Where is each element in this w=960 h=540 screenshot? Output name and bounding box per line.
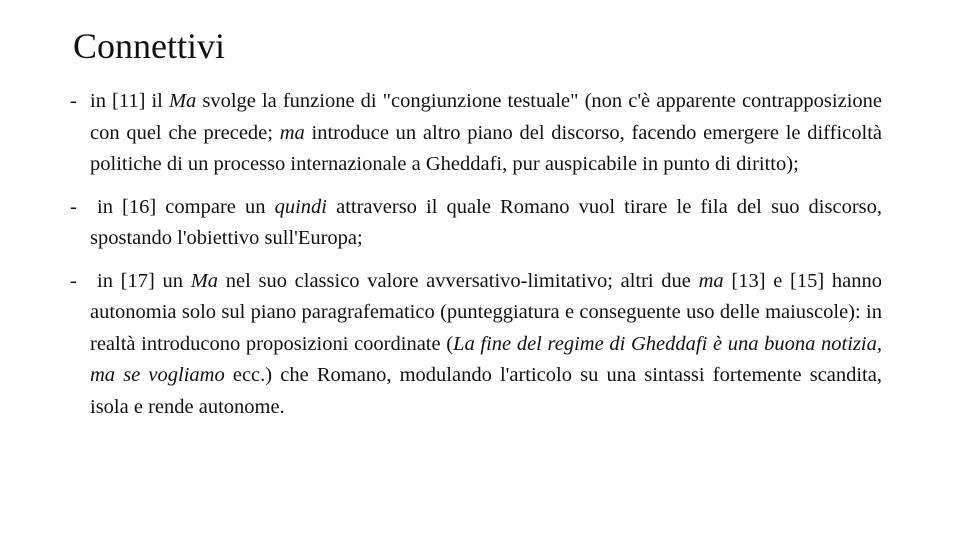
italic-connective: ma [279, 121, 305, 144]
italic-connective: Ma [168, 90, 197, 112]
italic-example-quote: La fine del regime di Gheddafi è una buona notizia, ma se vogliamo [90, 332, 882, 386]
italic-connective: ma [698, 269, 724, 292]
bullet-item [70, 266, 882, 424]
text-segment: nel suo classico valore avversativo-limitativo; altri due [218, 269, 699, 292]
bullet-marker: - [70, 269, 77, 292]
italic-connective: Ma [190, 269, 219, 292]
bullet-marker: - [70, 90, 77, 112]
bullet-text [90, 192, 882, 255]
text-segment: svolge la funzione di "congiunzione testuale" (non c'è apparente contrapposizione con quel che precede; [90, 90, 882, 144]
text-segment: in [11] il [90, 90, 169, 112]
text-segment: ecc.) che Romano, modulando l'articolo su una sintassi fortemente scandita, isola e rende autonome. [90, 364, 882, 418]
bullet-marker: - [70, 195, 77, 218]
text-segment: in [16] compare un [97, 195, 275, 218]
text-segment: introduce un altro piano del discorso, facendo emergere le difficoltà politiche di un processo internazionale a Gheddafi, pur auspicabile in punto di diritto); [90, 121, 882, 175]
bullet-item [70, 192, 882, 255]
text-segment: attraverso il quale Romano vuol tirare le fila del suo discorso, spostando l'obiettivo sull'Europa; [90, 195, 883, 249]
text-segment: in [17] un [97, 269, 191, 292]
bullet-item [70, 86, 882, 181]
bullet-text [90, 86, 882, 181]
slide-title: Connettivi [73, 26, 225, 66]
bullet-text [90, 266, 882, 424]
bullet-list [70, 86, 882, 423]
italic-connective: quindi [274, 195, 327, 218]
text-segment: [13] e [15] hanno autonomia solo sul piano paragrafematico (punteggiatura e conseguente uso delle maiuscole): in realtà introducono proposizioni coordinate ( [90, 269, 882, 355]
